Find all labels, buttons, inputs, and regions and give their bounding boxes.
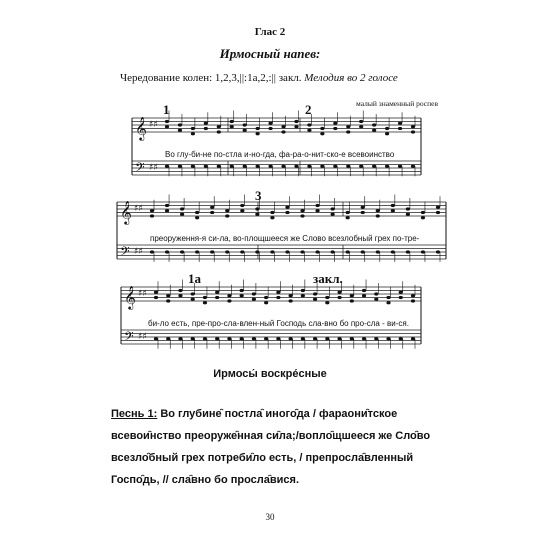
phrase-marker-3: 3 [255,188,262,203]
bass-note-head [195,250,199,253]
note-head [243,129,247,132]
note-head [191,132,195,135]
note-head [270,211,274,214]
bass-note-head [281,165,285,168]
note-head [391,209,395,212]
melody-note: Мелодия во 2 голосе [304,72,398,84]
bass-note-head [252,337,256,340]
note-head [307,129,311,132]
note-head [256,127,260,130]
bass-note-head [359,165,363,168]
lyrics-system-1: Во глу-би-не по-стла и-но-гда, фа-ра-о-нит-ско-е всевоинство [165,150,395,159]
bass-note-head [191,165,195,168]
bass-note-head [301,337,305,340]
bass-note-head [210,250,214,253]
note-head [227,299,231,302]
sharp-icon: ♯♯ [134,247,143,257]
bass-note-head [411,165,415,168]
note-head [195,216,199,219]
bass-note-head [307,165,311,168]
note-head [204,122,208,125]
note-head [385,132,389,135]
note-head [376,214,380,217]
note-head [225,209,229,212]
hymn-label: Песнь 1: [111,408,158,420]
bass-note-head [325,337,329,340]
bass-note-head [264,337,268,340]
bass-note-head [178,165,182,168]
note-head [268,127,272,130]
note-head [372,123,376,126]
page-number: 30 [265,512,275,522]
note-head [362,289,366,292]
note-head [203,296,207,299]
note-head [165,209,169,212]
note-head [150,214,154,217]
note-head [325,301,329,304]
note-head [346,130,350,133]
note-head [337,291,341,294]
note-head [333,122,337,125]
note-head [255,213,259,216]
treble-clef-icon: 𝄞 [120,200,132,224]
note-head [230,120,234,123]
bass-note-head [191,337,195,340]
note-head [281,130,285,133]
bass-note-head [215,337,219,340]
note-head [361,206,365,209]
note-head [294,125,298,128]
note-head [398,122,402,125]
note-head [359,125,363,128]
note-head [252,298,256,301]
note-head [436,206,440,209]
bass-note-head [154,337,158,340]
note-head [203,301,207,304]
bass-note-head [333,165,337,168]
chant-name: малый знаменный роспев [356,99,438,108]
treble-clef-icon: 𝄞 [135,116,147,140]
note-head [386,296,390,299]
note-head [215,291,219,294]
note-head [210,206,214,209]
note-head [154,291,158,294]
bass-note-head [346,250,350,253]
note-head [230,125,234,128]
note-head [411,125,415,128]
note-head [436,211,440,214]
note-head [276,296,280,299]
note-head [240,204,244,207]
note-head [331,213,335,216]
note-head [346,211,350,214]
sharp-icon: ♯♯ [149,163,158,173]
note-head [411,130,415,133]
note-head [243,123,247,126]
note-head [240,294,244,297]
note-head [346,125,350,128]
note-head [165,120,169,123]
note-head [294,120,298,123]
note-head [374,298,378,301]
note-head [191,298,195,301]
note-head [264,296,268,299]
bass-note-head [240,337,244,340]
hymn-text-block [111,403,441,491]
note-head [374,292,378,295]
bass-note-head [411,337,415,340]
bass-note-head [391,250,395,253]
note-head [191,292,195,295]
note-head [315,204,319,207]
phrase-marker-final: закл. [313,271,343,286]
note-head [325,296,329,299]
bass-note-head [421,250,425,253]
note-head [350,299,354,302]
note-head [240,289,244,292]
note-head [391,204,395,207]
note-head [372,129,376,132]
note-head [320,127,324,130]
note-head [178,294,182,297]
note-head [285,211,289,214]
bass-note-head [289,337,293,340]
note-head [315,209,319,212]
sharp-icon: ♯♯ [138,332,147,342]
note-head [313,298,317,301]
note-head [180,207,184,210]
note-head [217,125,221,128]
note-head [150,209,154,212]
bass-note-head [294,165,298,168]
bass-note-head [150,250,154,253]
page-title: Глас 2 [254,26,286,38]
note-head [300,214,304,217]
note-head [421,216,425,219]
note-head [166,294,170,297]
note-head [165,125,169,128]
note-head [399,291,403,294]
bass-note-head [240,250,244,253]
treble-clef-icon: 𝄞 [124,285,136,309]
bass-clef-icon: 𝄢 [135,160,145,178]
note-head [411,294,415,297]
alternation-text: Чередование колен: 1,2,3,||:1а,2,:|| закл. [120,72,302,84]
bass-note-head [350,337,354,340]
bass-note-head [203,337,207,340]
note-head [256,132,260,135]
note-head [180,213,184,216]
note-head [333,127,337,130]
bass-note-head [165,250,169,253]
bass-clef-icon: 𝄢 [120,244,130,262]
note-head [154,296,158,299]
bass-note-head [361,250,365,253]
bass-note-head [398,165,402,168]
note-head [264,301,268,304]
bass-note-head [300,250,304,253]
bass-note-head [372,165,376,168]
note-head [399,296,403,299]
note-head [337,296,341,299]
note-head [210,211,214,214]
bass-note-head [436,250,440,253]
note-head [307,123,311,126]
bass-note-head [331,250,335,253]
bass-note-head [230,165,234,168]
note-head [166,299,170,302]
note-head [178,129,182,132]
note-head [301,294,305,297]
note-head [191,127,195,130]
note-head [398,127,402,130]
bass-note-head [256,165,260,168]
bass-note-head [399,337,403,340]
note-head [227,294,231,297]
note-head [386,301,390,304]
note-head [255,207,259,210]
note-head [225,214,229,217]
bass-note-head [386,337,390,340]
bass-note-head [313,337,317,340]
note-head [320,132,324,135]
note-head [359,120,363,123]
note-head [406,207,410,210]
note-head [178,123,182,126]
note-head [331,207,335,210]
note-head [361,211,365,214]
bass-note-head [385,165,389,168]
note-head [350,294,354,297]
bass-note-head [320,165,324,168]
sharp-icon: ♯♯ [134,204,143,214]
sharp-icon: ♯♯ [138,289,147,299]
note-head [281,125,285,128]
bass-note-head [315,250,319,253]
note-head [268,122,272,125]
note-head [285,206,289,209]
note-head [240,209,244,212]
bass-note-head [178,337,182,340]
note-head [252,292,256,295]
lyrics-system-3: би-ло есть, пре-про-сла-влен-ный Господь сла-вно бо про-сла - ви-ся. [148,319,409,328]
bass-note-head [362,337,366,340]
note-head [376,209,380,212]
note-head [300,209,304,212]
sharp-icon: ♯♯ [149,120,158,130]
bass-note-head [204,165,208,168]
hymn-text: Во глубине̑ постла̑ иного̑да / фараони̑тское всевои̑нство преоруже̑нная си̑ла;/вопло̑щшееся же Сло̑во всезло̑бный грех потреби̑ло есть, / препросла̑вленный Госпо̑дь, // сла̑вно бо просла̑вися. [111,408,431,486]
note-head [195,211,199,214]
note-head [289,294,293,297]
bass-note-head [376,250,380,253]
bass-note-head [270,250,274,253]
phrase-marker-1: 1 [163,102,170,117]
note-head [289,299,293,302]
bass-note-head [225,250,229,253]
bass-note-head [406,250,410,253]
lyrics-system-2: преоруження-я си-ла, во-площшееся же Слово всезлобный грех по-тре- [150,234,420,243]
note-head [178,289,182,292]
bass-note-head [276,337,280,340]
note-head [346,216,350,219]
bass-note-head [268,165,272,168]
bass-note-head [243,165,247,168]
phrase-marker-1a: 1а [188,271,201,286]
bass-note-head [165,165,169,168]
bass-note-head [374,337,378,340]
phrase-marker-2: 2 [305,102,312,117]
note-head [362,294,366,297]
note-head [217,130,221,133]
bass-note-head [217,165,221,168]
bass-note-head [166,337,170,340]
note-head [421,211,425,214]
bass-note-head [346,165,350,168]
note-head [411,299,415,302]
bass-note-head [337,337,341,340]
note-head [165,204,169,207]
note-head [276,291,280,294]
note-head [215,296,219,299]
bass-note-head [180,250,184,253]
bass-note-head [285,250,289,253]
bass-note-head [227,337,231,340]
note-head [385,127,389,130]
note-head [204,127,208,130]
section-title: Ирмосы́ воскре́сные [213,368,327,380]
note-head [313,292,317,295]
chant-subtitle: Ирмосный напев: [219,46,321,61]
note-head [301,289,305,292]
note-head [406,213,410,216]
bass-note-head [255,250,259,253]
bass-clef-icon: 𝄢 [124,329,134,347]
note-head [270,216,274,219]
